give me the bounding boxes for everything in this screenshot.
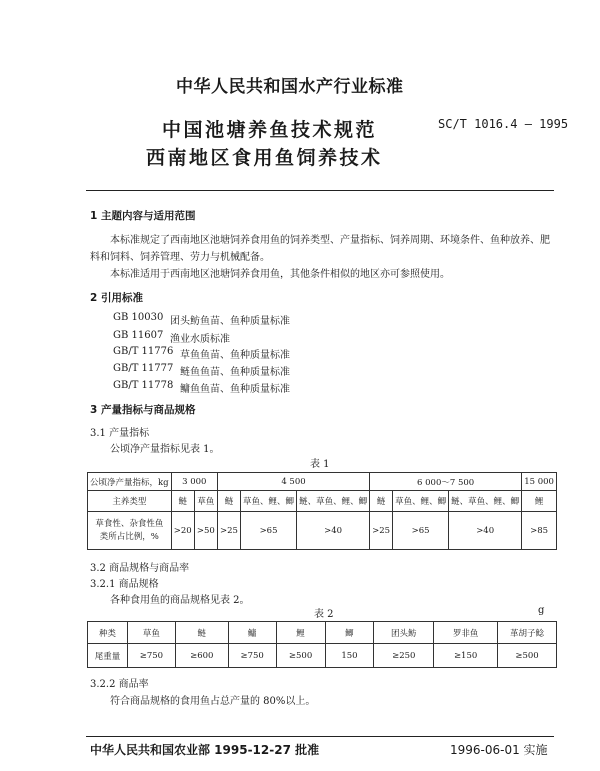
section-1-para1-line2: 料和饲料、饲养管理、劳力与机械配备。 — [90, 252, 270, 263]
row-label-line: 草食性、杂食性鱼 — [95, 518, 164, 529]
table-cell: >40 — [449, 512, 522, 550]
table-row-header: 种类 — [88, 622, 128, 644]
header-rule — [86, 190, 554, 191]
section-2-heading: 2 引用标准 — [90, 292, 143, 304]
table-row-header: 尾重量 — [88, 644, 128, 668]
table-cell: >20 — [171, 512, 194, 550]
table-cell: ≥500 — [276, 644, 325, 668]
table-cell: 鲢、草鱼、鲤、鲫 — [449, 491, 522, 512]
table-cell: 革胡子鲶 — [498, 622, 557, 644]
section-1-heading: 1 主题内容与适用范围 — [90, 210, 196, 222]
ref-code: GB/T 11777 — [113, 363, 174, 374]
table-cell: >25 — [217, 512, 240, 550]
section-3-1-text: 公顷净产量指标见表 1。 — [110, 444, 220, 455]
issuing-agency: 中华人民共和国水产行业标准 — [176, 77, 404, 97]
table-cell: 草鱼 — [127, 622, 175, 644]
table-cell: ≥750 — [228, 644, 276, 668]
section-3-2-1-text: 各种食用鱼的商品规格见表 2。 — [110, 595, 250, 606]
table-cell: 鲢 — [171, 491, 194, 512]
table-1 — [87, 472, 557, 550]
section-3-1-heading: 3.1 产量指标 — [90, 428, 150, 439]
table-cell: 罗非鱼 — [434, 622, 498, 644]
table-1-caption: 表 1 — [310, 459, 330, 470]
table-cell: 鲢、草鱼、鲤、鲫 — [297, 491, 370, 512]
table-cell: 4 500 — [217, 473, 369, 491]
table-cell: >50 — [194, 512, 217, 550]
ref-code: GB 10030 — [113, 312, 164, 323]
ref-code: GB/T 11776 — [113, 346, 174, 357]
table-cell: ≥250 — [374, 644, 434, 668]
table-row — [88, 491, 557, 512]
table-cell: 草鱼、鲤、鲫 — [241, 491, 297, 512]
approval-line: 中华人民共和国农业部 1995-12-27 批准 — [90, 743, 320, 757]
table-cell: >65 — [393, 512, 449, 550]
table-cell: >40 — [297, 512, 370, 550]
table-cell: 鲢 — [370, 491, 393, 512]
table-row-header: 主养类型 — [88, 491, 172, 512]
section-1-para1-line1: 本标准规定了西南地区池塘饲养食用鱼的饲养类型、产量指标、饲养周期、环境条件、鱼种放养、肥 — [110, 235, 550, 246]
table-cell: ≥150 — [434, 644, 498, 668]
section-1-para1-cont — [90, 249, 558, 266]
row-label-line: 类所占比例，% — [99, 531, 159, 542]
table-cell: ≥500 — [498, 644, 557, 668]
section-3-2-2-text: 符合商品规格的食用鱼占总产量的 80%以上。 — [110, 696, 316, 707]
standard-code: SC/T 1016.4 — 1995 — [438, 117, 569, 131]
table-cell: >65 — [241, 512, 297, 550]
table-2-unit: g — [538, 605, 545, 616]
table-cell: 150 — [325, 644, 374, 668]
table-cell: 鲤 — [276, 622, 325, 644]
ref-code: GB 11607 — [113, 330, 164, 341]
ref-title: 鲢鱼鱼苗、鱼种质量标准 — [180, 367, 290, 378]
table-cell: 鲫 — [325, 622, 374, 644]
table-cell: 15 000 — [522, 473, 557, 491]
ref-title: 渔业水质标准 — [170, 334, 230, 345]
table-cell: 3 000 — [171, 473, 217, 491]
table-row — [88, 473, 557, 491]
table-row — [88, 622, 557, 644]
table-cell: >85 — [522, 512, 557, 550]
table-2 — [87, 621, 557, 668]
ref-title: 鳙鱼鱼苗、鱼种质量标准 — [180, 384, 290, 395]
section-3-2-2-heading: 3.2.2 商品率 — [90, 679, 149, 690]
ref-code: GB/T 11778 — [113, 380, 174, 391]
table-cell: >25 — [370, 512, 393, 550]
section-1-para2 — [110, 266, 558, 283]
section-3-2-heading: 3.2 商品规格与商品率 — [90, 563, 190, 574]
table-row — [88, 512, 557, 550]
table-cell: ≥600 — [175, 644, 228, 668]
section-3-heading: 3 产量指标与商品规格 — [90, 404, 196, 416]
footer-rule — [86, 736, 554, 737]
table-cell: 鲤 — [522, 491, 557, 512]
table-cell: 鲢 — [175, 622, 228, 644]
document-title-line1: 中国池塘养鱼技术规范 — [162, 119, 378, 141]
table-row-header: 公顷净产量指标，kg — [88, 473, 172, 491]
document-title-line2: 西南地区食用鱼饲养技术 — [146, 147, 383, 169]
table-cell: 6 000～7 500 — [370, 473, 522, 491]
ref-title: 团头鲂鱼苗、鱼种质量标准 — [170, 316, 290, 327]
table-row-header — [88, 512, 172, 550]
table-cell: ≥750 — [127, 644, 175, 668]
table-cell: 鲢 — [217, 491, 240, 512]
section-1-para2-text: 本标准适用于西南地区池塘饲养食用鱼，其他条件相似的地区亦可参照使用。 — [110, 269, 450, 280]
table-row — [88, 644, 557, 668]
table-cell: 鳙 — [228, 622, 276, 644]
table-2-caption: 表 2 — [314, 609, 334, 620]
table-cell: 草鱼、鲤、鲫 — [393, 491, 449, 512]
effective-date: 1996-06-01 实施 — [450, 743, 548, 757]
section-3-2-1-heading: 3.2.1 商品规格 — [90, 579, 159, 590]
ref-title: 草鱼鱼苗、鱼种质量标准 — [180, 350, 290, 361]
table-cell: 草鱼 — [194, 491, 217, 512]
section-1-para1 — [110, 232, 558, 249]
table-cell: 团头鲂 — [374, 622, 434, 644]
